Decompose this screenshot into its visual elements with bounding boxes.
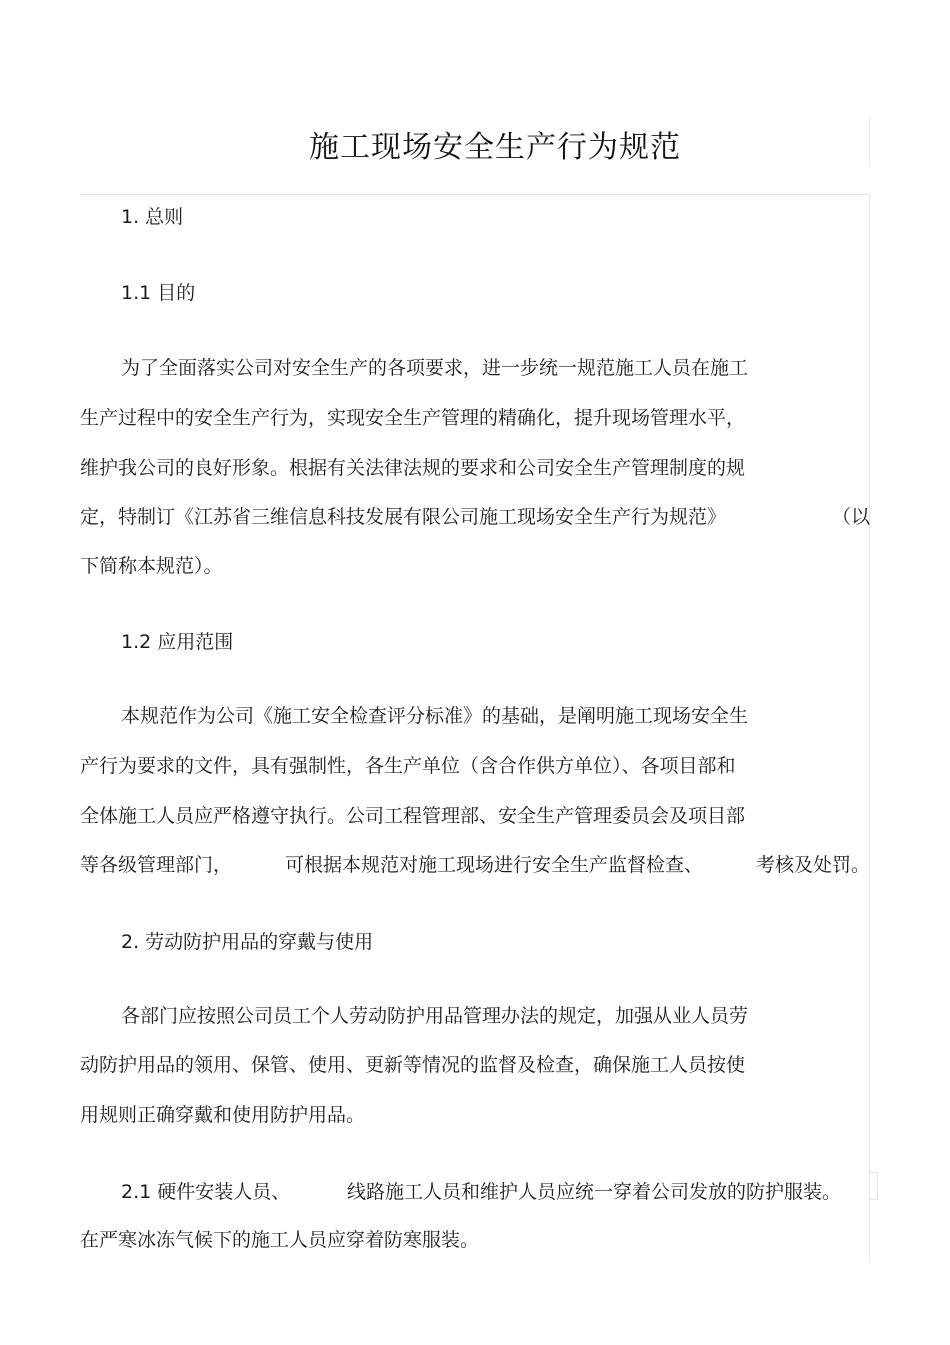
section-1-1-paragraph-line-1: 为了全面落实公司对安全生产的各项要求，进一步统一规范施工人员在施工 [121,357,749,379]
title-divider [80,194,870,195]
section-1-1-heading: 1.1 目的 [121,282,196,304]
section-1-2-paragraph-line-3: 全体施工人员应严格遵守执行。公司工程管理部、安全生产管理委员会及项目部 [80,805,746,827]
section-1-2-paragraph-line-4-part-3: 考核及处罚。 [755,854,870,876]
section-1-1-paragraph-line-2: 生产过程中的安全生产行为，实现安全生产管理的精确化，提升现场管理水平， [80,407,746,429]
section-1-2-paragraph-line-4 [80,853,870,877]
section-1-heading: 1. 总则 [121,206,184,228]
section-1-2-heading: 1.2 应用范围 [121,631,234,653]
section-2-1-paragraph-line-2: 在严寒冰冻气候下的施工人员应穿着防寒服装。 [80,1229,480,1251]
section-1-1-paragraph-line-5: 下简称本规范）。 [80,555,223,577]
section-2-paragraph-line-1: 各部门应按照公司员工个人劳动防护用品管理办法的规定，加强从业人员劳 [121,1005,749,1027]
page-edge-top [869,118,870,166]
section-2-1-paragraph-line-1-part-1: 2.1 硬件安装人员、 [121,1181,291,1203]
section-2-paragraph-line-3: 用规则正确穿戴和使用防护用品。 [80,1104,366,1126]
document-title: 施工现场安全生产行为规范 [309,130,681,165]
page-edge-notch [869,1172,878,1200]
section-1-2-paragraph-line-2: 产行为要求的文件，具有强制性，各生产单位（含合作供方单位）、各项目部和 [80,755,736,777]
page-edge-right [869,196,870,1261]
section-1-1-paragraph-line-4-main: 定，特制订《江苏省三维信息科技发展有限公司施工现场安全生产行为规范》 [80,506,727,528]
section-1-1-paragraph-line-3: 维护我公司的良好形象。根据有关法律法规的要求和公司安全生产管理制度的规 [80,457,746,479]
section-1-2-paragraph-line-4-part-1: 等各级管理部门， [80,854,233,876]
section-1-1-paragraph-line-4-tail: （以 [831,506,870,528]
section-1-2-paragraph-line-1: 本规范作为公司《施工安全检查评分标准》的基础，是阐明施工现场安全生 [121,705,749,727]
section-2-heading: 2. 劳动防护用品的穿戴与使用 [121,931,374,953]
section-1-2-paragraph-line-4-part-2: 可根据本规范对施工现场进行安全生产监督检查、 [284,854,703,876]
section-2-paragraph-line-2: 动防护用品的领用、保管、使用、更新等情况的监督及检查，确保施工人员按使 [80,1054,746,1076]
section-2-1-paragraph-line-1 [121,1180,841,1204]
section-2-1-paragraph-line-1-part-2: 线路施工人员和维护人员应统一穿着公司发放的防护服装。 [346,1181,841,1203]
section-1-1-paragraph-line-4 [80,505,870,529]
